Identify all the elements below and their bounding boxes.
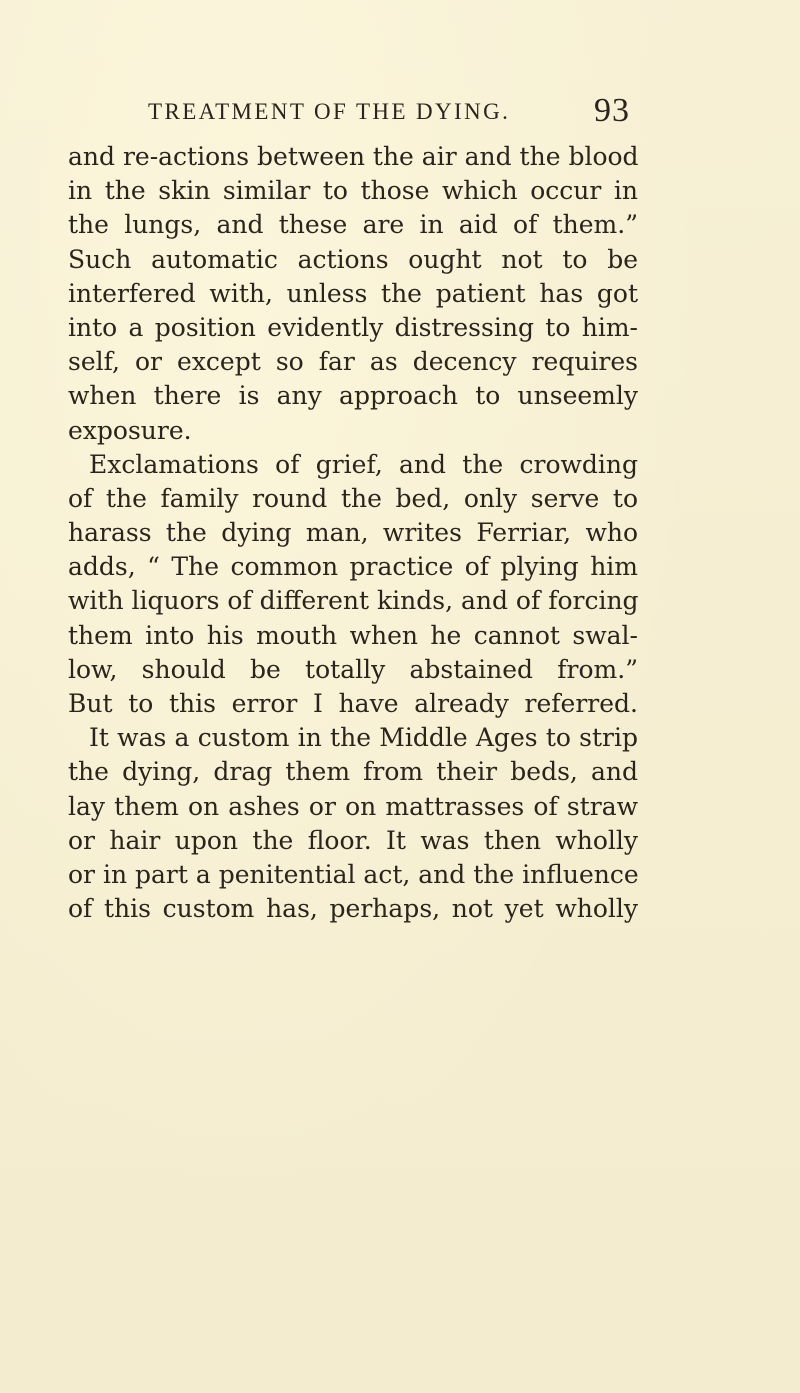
text-line: interfered with, unless the patient has got bbox=[68, 278, 638, 308]
text-line: or hair upon the floor. It was then wholly bbox=[68, 825, 638, 855]
text-line: or in part a penitential act, and the influence bbox=[68, 859, 639, 889]
text-line: harass the dying man, writes Ferriar, who bbox=[68, 518, 638, 548]
text-line: lay them on ashes or on mattrasses of straw bbox=[68, 791, 638, 821]
text-line: adds, “ The common practice of plying him bbox=[68, 552, 638, 582]
running-head bbox=[148, 92, 630, 132]
body-text bbox=[68, 140, 638, 926]
text-line: them into his mouth when he cannot swal- bbox=[68, 620, 638, 650]
text-line: low, should be totally abstained from.” bbox=[68, 654, 638, 684]
text-line: with liquors of different kinds, and of forcing bbox=[68, 586, 639, 616]
page-number: 93 bbox=[594, 92, 630, 129]
text-line: the lungs, and these are in aid of them.” bbox=[68, 210, 638, 240]
running-title: TREATMENT OF THE DYING. bbox=[148, 99, 511, 124]
text-line: But to this error I have already referred. bbox=[68, 689, 638, 718]
text-line: of this custom has, perhaps, not yet wholly bbox=[68, 894, 638, 924]
text-line: of the family round the bed, only serve to bbox=[68, 483, 638, 513]
text-line: into a position evidently distressing to him- bbox=[68, 312, 638, 342]
text-line: Such automatic actions ought not to be bbox=[68, 244, 638, 274]
text-line: exposure. bbox=[68, 415, 192, 445]
text-line: and re-actions between the air and the blood bbox=[68, 142, 639, 171]
paragraph-start-line: Exclamations of grief, and the crowding bbox=[89, 449, 638, 479]
text-line: self, or except so far as decency requires bbox=[68, 347, 638, 377]
paragraph-start-line: It was a custom in the Middle Ages to strip bbox=[89, 723, 638, 753]
text-line: the dying, drag them from their beds, and bbox=[68, 757, 638, 787]
text-line: when there is any approach to unseemly bbox=[68, 381, 638, 411]
text-line: in the skin similar to those which occur in bbox=[68, 176, 638, 206]
